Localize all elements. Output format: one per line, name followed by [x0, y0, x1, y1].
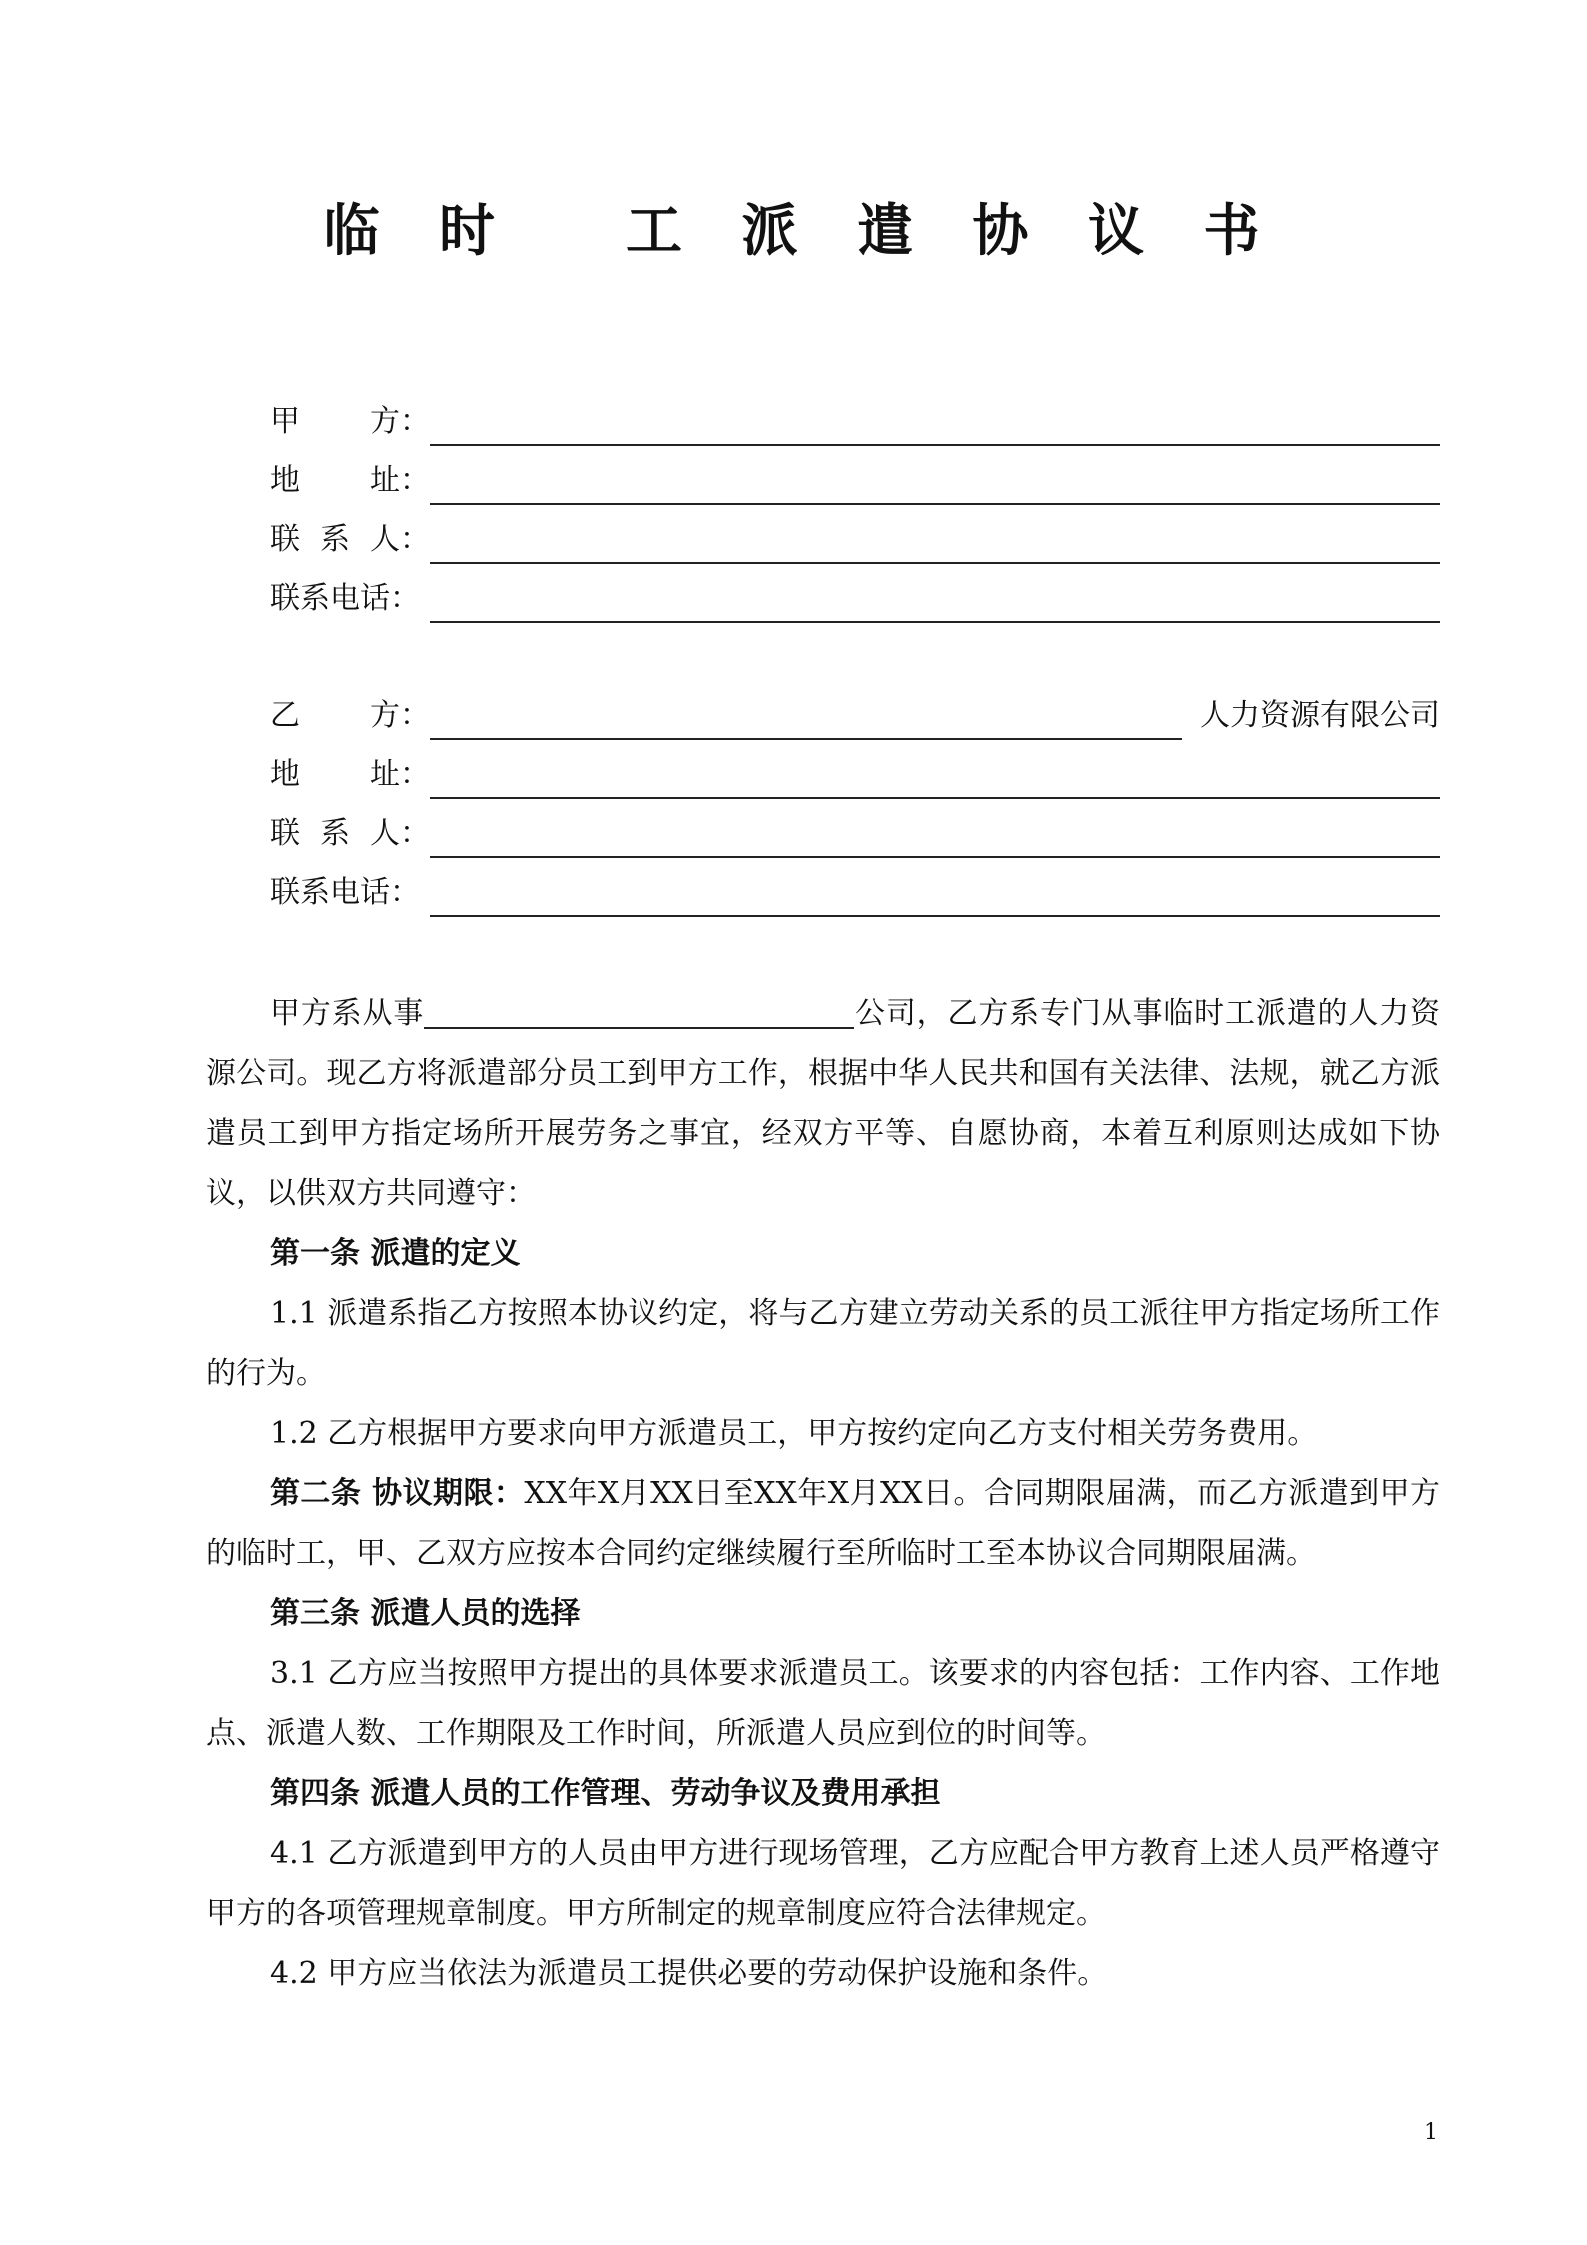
article-2-heading: 第二条 协议期限： — [270, 1476, 525, 1511]
article-3-1: 3.1 乙方应当按照甲方提出的具体要求派遣员工。该要求的内容包括：工作内容、工作地点、派遣人数、工作期限及工作时间，所派遣人员应到位的时间等。 — [206, 1656, 1440, 1751]
article-3-heading: 第三条 派遣人员的选择 — [270, 1596, 581, 1631]
field-label: 联 系 人： — [270, 816, 430, 851]
field-label: 联系电话： — [270, 581, 420, 616]
article-1-2: 1.2 乙方根据甲方要求向甲方派遣员工，甲方按约定向乙方支付相关劳务费用。 — [270, 1416, 1318, 1451]
article-1-1: 1.1 派遣系指乙方按照本协议约定，将与乙方建立劳动关系的员工派往甲方指定场所工作的行为。 — [206, 1296, 1440, 1391]
document-title — [0, 196, 1587, 266]
title-char: 书 — [1203, 198, 1264, 264]
field-label: 联 系 人： — [270, 522, 430, 557]
article-2-body: XX年X月XX日至XX年X月XX日。合同期限届满，而乙方派遣到甲方的临时工，甲、乙双方应按本合同约定继续履行至所临时工至本协议合同期限届满。 — [206, 1476, 1441, 1571]
article-4-1: 4.1 乙方派遣到甲方的人员由甲方进行现场管理，乙方应配合甲方教育上述人员严格遵守甲方的各项管理规章制度。甲方所制定的规章制度应符合法律规定。 — [206, 1836, 1440, 1931]
field-label: 地 址： — [270, 757, 430, 792]
article-4-heading: 第四条 派遣人员的工作管理、劳动争议及费用承担 — [270, 1776, 941, 1811]
fill-in-line[interactable] — [430, 915, 1440, 917]
party-a-address-field[interactable] — [270, 459, 1440, 505]
party-b-contact-field[interactable] — [270, 812, 1440, 858]
fill-in-line[interactable] — [430, 797, 1440, 799]
title-char: 临 — [323, 198, 384, 264]
party-b-address-field[interactable] — [270, 753, 1440, 799]
field-label: 甲 方： — [270, 404, 430, 439]
business-blank[interactable] — [424, 993, 854, 1029]
party-b-name-field[interactable] — [270, 694, 1440, 740]
company-suffix: 人力资源有限公司 — [1196, 696, 1440, 736]
title-char: 派 — [741, 198, 802, 264]
intro-paragraph: 甲方系从事 公司，乙方系专门从事临时工派遣的人力资源公司。现乙方将派遣部分员工到甲方工作，根据中华人民共和国有关法律、法规，就乙方派遣员工到甲方指定场所开展劳务之事宜，经双方平等、自愿协商，本着互利原则达成如下协议，以供双方共同遵守： — [206, 984, 1440, 1224]
field-label: 地 址： — [270, 463, 430, 498]
title-char: 时 — [439, 198, 499, 264]
field-label: 乙 方： — [270, 698, 430, 733]
party-a-name-field[interactable] — [270, 400, 1440, 446]
party-a-contact-field[interactable] — [270, 518, 1440, 564]
title-char: 遣 — [857, 198, 917, 264]
fill-in-line[interactable] — [430, 856, 1440, 858]
fill-in-line[interactable] — [430, 503, 1440, 505]
title-char: 议 — [1088, 198, 1148, 264]
title-char: 协 — [972, 198, 1033, 264]
fill-in-line[interactable] — [430, 562, 1440, 564]
article-1-heading: 第一条 派遣的定义 — [270, 1236, 521, 1271]
fill-in-line[interactable] — [430, 738, 1182, 740]
party-b-phone-field[interactable] — [270, 871, 1440, 917]
fill-in-line[interactable] — [430, 444, 1440, 446]
page-number: 1 — [1424, 2120, 1438, 2145]
party-a-phone-field[interactable] — [270, 577, 1440, 623]
article-2 — [206, 1464, 1440, 1584]
title-char: 工 — [626, 198, 686, 264]
field-label: 联系电话： — [270, 875, 420, 910]
fill-in-line[interactable] — [430, 621, 1440, 623]
article-4-2: 4.2 甲方应当依法为派遣员工提供必要的劳动保护设施和条件。 — [270, 1956, 1108, 1991]
